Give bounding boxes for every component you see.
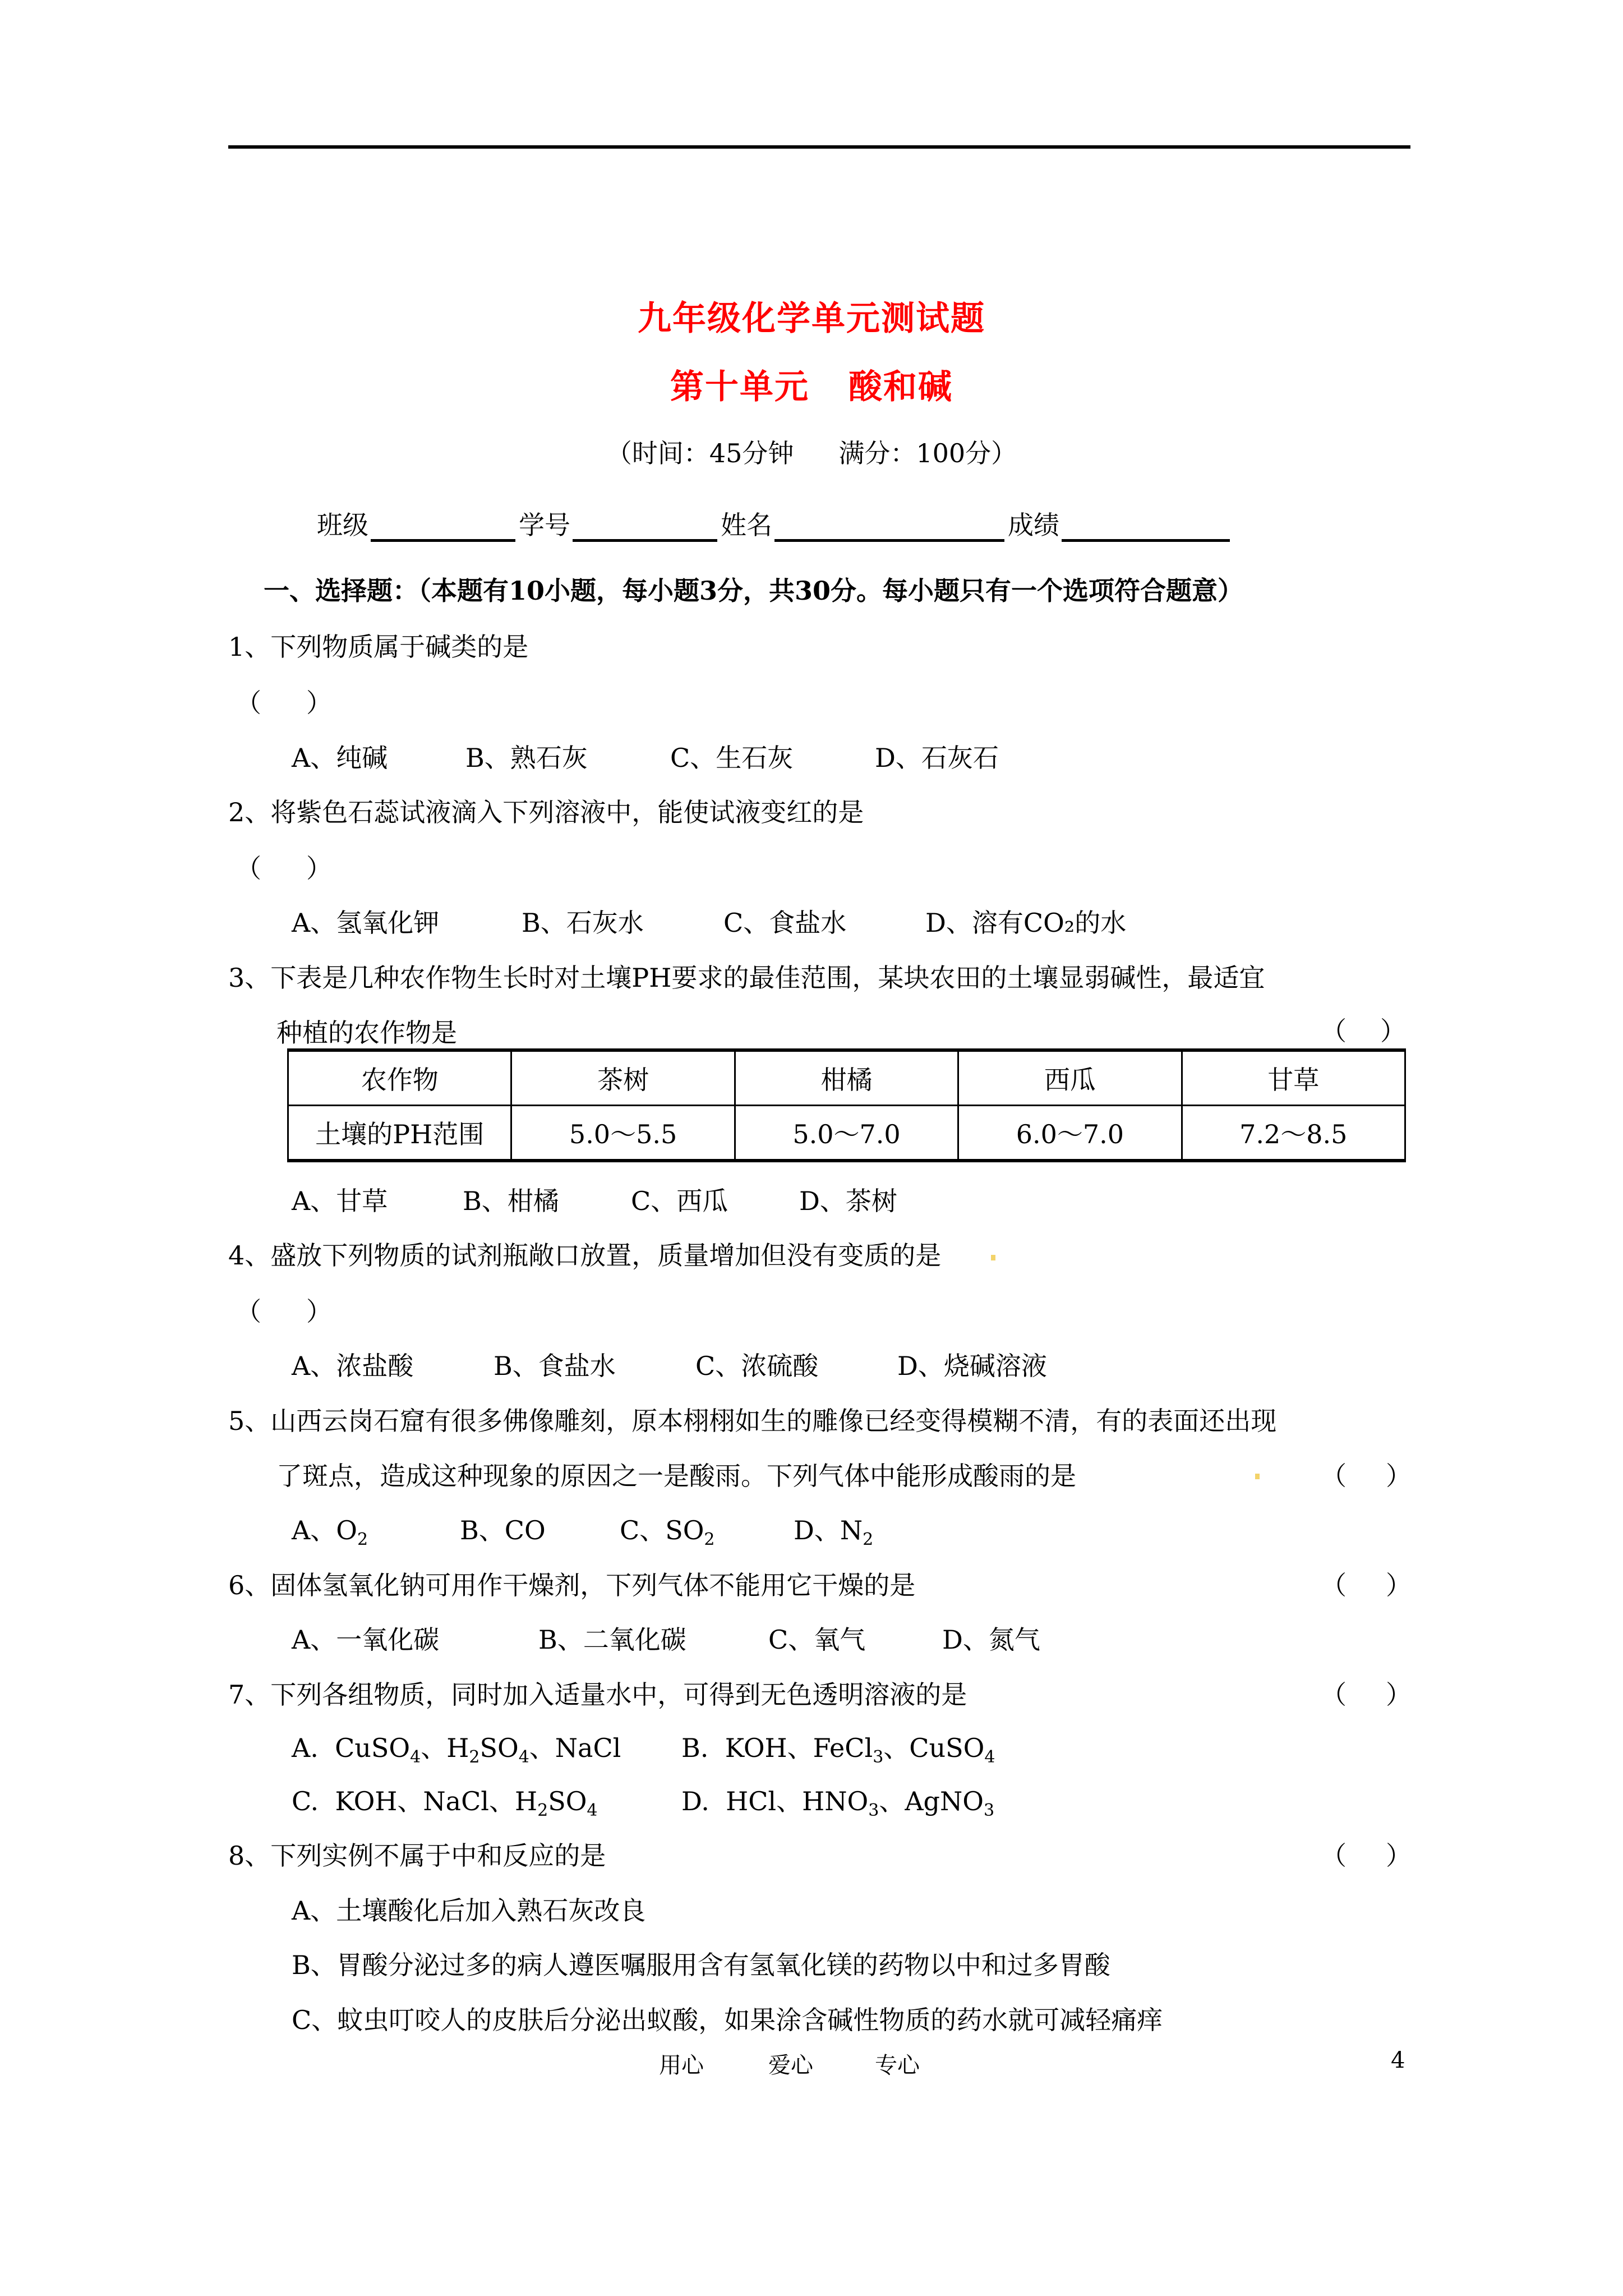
question-1-answer-paren[interactable]	[236, 690, 332, 716]
formula-part: 、AgNO	[879, 1786, 984, 1816]
formula-part: 、H	[421, 1733, 469, 1763]
question-6-options	[292, 1627, 1040, 1653]
question-7-answer-paren[interactable]	[1321, 1682, 1412, 1708]
question-4-stem: 4、盛放下列物质的试剂瓶敞口放置，质量增加但没有变质的是	[228, 1240, 942, 1271]
option-b[interactable]: B、食盐水	[494, 1351, 616, 1381]
formula-part: 、NaCl	[529, 1733, 621, 1763]
subscript: 2	[537, 1801, 548, 1820]
question-7-stem: 7、下列各组物质，同时加入适量水中，可得到无色透明溶液的是	[228, 1680, 967, 1710]
question-1-stem: 1、下列物质属于碱类的是	[228, 632, 529, 662]
option-a[interactable]: A、浓盐酸	[292, 1351, 414, 1381]
student-id-field[interactable]	[573, 513, 717, 542]
option-b[interactable]: B、熟石灰	[465, 743, 588, 773]
page-title: 九年级化学单元测试题	[638, 299, 985, 338]
option-b[interactable]	[681, 1733, 995, 1767]
option-text: A、O	[292, 1515, 357, 1545]
option-c[interactable]	[620, 1515, 794, 1549]
section-heading: 一、选择题：（本题有10小题，每小题3分，共30分。每小题只有一个选项符合题意）	[264, 576, 1244, 606]
option-d[interactable]: D、茶树	[799, 1186, 897, 1216]
subscript: 3	[868, 1801, 879, 1820]
option-a[interactable]	[292, 1515, 460, 1549]
time-label: （时间：45分钟	[606, 438, 794, 468]
full-score-label: 满分：100分）	[838, 438, 1017, 468]
table-row	[288, 1106, 1405, 1161]
subscript: 4	[518, 1747, 529, 1767]
topic-label: 酸和碱	[849, 367, 953, 407]
option-c[interactable]: C、蚊虫叮咬人的皮肤后分泌出蚁酸，如果涂含碱性物质的药水就可减轻痛痒	[292, 2005, 1163, 2035]
question-3-stem-line2: 种植的农作物是	[276, 1018, 457, 1048]
paren-open: （	[236, 1296, 261, 1327]
question-5-answer-paren[interactable]	[1321, 1463, 1412, 1489]
subscript: 4	[410, 1747, 421, 1767]
question-5-stem-line1: 5、山西云岗石窟有很多佛像雕刻，原本栩栩如生的雕像已经变得模糊不清，有的表面还出现	[228, 1406, 1277, 1436]
question-4-options	[292, 1353, 1047, 1379]
paren-close: ）	[306, 1296, 332, 1327]
option-b[interactable]: B、石灰水	[522, 908, 644, 938]
paren-close: ）	[1380, 1016, 1406, 1046]
artifact-dot	[991, 1255, 995, 1260]
formula-part: KOH、NaCl、H	[335, 1786, 538, 1816]
subscript: 2	[357, 1530, 368, 1549]
option-c[interactable]: C、西瓜	[631, 1186, 728, 1216]
table-header-cell: 茶树	[511, 1050, 735, 1106]
question-2-answer-paren[interactable]	[236, 853, 332, 884]
page-subtitle	[0, 360, 1623, 408]
option-a[interactable]: A、土壤酸化后加入熟石灰改良	[292, 1895, 646, 1926]
table-cell: 7.2～8.5	[1182, 1106, 1405, 1161]
footer-motto-3: 专心	[875, 2053, 920, 2078]
option-c[interactable]: C、食盐水	[723, 908, 847, 938]
class-label: 班级	[317, 510, 368, 540]
option-c[interactable]: C、生石灰	[670, 743, 794, 773]
option-a[interactable]: A、一氧化碳	[292, 1625, 440, 1655]
option-a[interactable]	[292, 1733, 681, 1767]
question-8-stem: 8、下列实例不属于中和反应的是	[228, 1841, 606, 1871]
paren-open: （	[1321, 1570, 1347, 1600]
option-b[interactable]: B、二氧化碳	[538, 1625, 686, 1655]
footer-motto-1: 用心	[659, 2053, 704, 2078]
formula-part: SO	[479, 1733, 519, 1763]
table-cell: 5.0～7.0	[735, 1106, 958, 1161]
subscript: 4	[587, 1801, 598, 1820]
artifact-dot	[1255, 1474, 1260, 1479]
table-header-cell: 柑橘	[735, 1050, 958, 1106]
paren-open: （	[1321, 1680, 1347, 1710]
option-c[interactable]: C、氧气	[768, 1625, 866, 1655]
question-5-options	[292, 1515, 874, 1549]
formula-part: 、CuSO	[883, 1733, 985, 1763]
option-letter: B.	[681, 1733, 709, 1763]
question-2-stem: 2、将紫色石蕊试液滴入下列溶液中，能使试液变红的是	[228, 797, 864, 827]
option-a[interactable]: A、氢氧化钾	[292, 908, 440, 938]
exam-meta	[0, 433, 1623, 470]
subscript: 2	[863, 1530, 874, 1549]
ph-range-table	[287, 1048, 1406, 1162]
paren-open: （	[1321, 1841, 1347, 1871]
name-label: 姓名	[721, 510, 772, 540]
option-letter: D.	[681, 1786, 709, 1816]
score-field[interactable]	[1062, 513, 1230, 542]
paren-open: （	[236, 688, 261, 718]
formula-part: CuSO	[335, 1733, 411, 1763]
question-5-stem-line2: 了斑点，造成这种现象的原因之一是酸雨。下列气体中能形成酸雨的是	[276, 1461, 1076, 1491]
option-b[interactable]: B、胃酸分泌过多的病人遵医嘱服用含有氢氧化镁的药物以中和过多胃酸	[292, 1950, 1110, 1980]
option-d[interactable]: D、氮气	[942, 1625, 1040, 1655]
paren-close: ）	[306, 688, 332, 718]
footer-motto-2: 爱心	[768, 2053, 813, 2078]
paren-close: ）	[1386, 1680, 1412, 1710]
option-a[interactable]: A、纯碱	[292, 743, 388, 773]
option-d[interactable]: D、烧碱溶液	[897, 1351, 1047, 1381]
paren-close: ）	[306, 853, 332, 884]
name-field[interactable]	[774, 513, 1004, 542]
table-header-row	[288, 1050, 1405, 1106]
table-cell: 5.0～5.5	[511, 1106, 735, 1161]
question-6-answer-paren[interactable]	[1321, 1572, 1412, 1598]
paren-close: ）	[1386, 1841, 1412, 1871]
option-b[interactable]	[460, 1517, 620, 1543]
question-1-options	[292, 745, 999, 771]
option-text: C、SO	[620, 1515, 704, 1545]
question-4-answer-paren[interactable]	[236, 1296, 332, 1327]
formula-part: HCl、HNO	[726, 1786, 869, 1816]
subscript: 2	[469, 1747, 480, 1767]
paren-open: （	[236, 853, 261, 884]
question-7-option-row-1	[292, 1733, 995, 1767]
subscript: 3	[983, 1801, 995, 1820]
option-letter: C.	[292, 1786, 319, 1816]
paren-close: ）	[1386, 1461, 1412, 1491]
question-3-stem-line1: 3、下表是几种农作物生长时对土壤PH要求的最佳范围，某块农田的土壤显弱碱性，最适宜	[228, 963, 1265, 993]
option-c[interactable]: C、浓硫酸	[695, 1351, 819, 1381]
table-header-cell: 农作物	[288, 1050, 511, 1106]
table-header-cell: 西瓜	[958, 1050, 1182, 1106]
question-7-option-row-2	[292, 1786, 995, 1820]
question-6-stem: 6、固体氢氧化钠可用作干燥剂，下列气体不能用它干燥的是	[228, 1570, 916, 1600]
subscript: 2	[704, 1530, 715, 1549]
option-text: D、N	[794, 1515, 863, 1545]
option-letter: A.	[292, 1733, 319, 1763]
formula-part: KOH、FeCl	[725, 1733, 873, 1763]
formula-part: SO	[548, 1786, 587, 1816]
option-d[interactable]	[794, 1515, 874, 1549]
table-header-cell: 甘草	[1182, 1050, 1405, 1106]
score-label: 成绩	[1008, 510, 1059, 540]
option-d[interactable]	[681, 1786, 995, 1820]
option-d[interactable]: D、石灰石	[875, 743, 999, 773]
option-c[interactable]	[292, 1786, 681, 1820]
paren-open: （	[1321, 1461, 1347, 1491]
class-field[interactable]	[371, 513, 515, 542]
subscript: 4	[984, 1747, 995, 1767]
header-rule	[228, 145, 1410, 149]
option-b[interactable]: B、柑橘	[463, 1186, 559, 1216]
paren-open: （	[1321, 1016, 1347, 1046]
student-id-label: 学号	[519, 510, 570, 540]
table-cell: 土壤的PH范围	[288, 1106, 511, 1161]
subscript: 3	[873, 1747, 884, 1767]
question-3-options	[292, 1188, 897, 1214]
option-a[interactable]: A、甘草	[292, 1186, 388, 1216]
student-info-row	[317, 505, 1233, 542]
question-8-answer-paren[interactable]	[1321, 1843, 1412, 1869]
option-d[interactable]: D、溶有CO₂的水	[925, 908, 1127, 938]
page-number: 4	[1391, 2047, 1405, 2073]
question-2-options	[292, 910, 1126, 936]
table-cell: 6.0～7.0	[958, 1106, 1182, 1161]
question-3-answer-paren[interactable]	[1321, 1018, 1406, 1044]
paren-close: ）	[1386, 1570, 1412, 1600]
option-text: B、CO	[460, 1515, 546, 1545]
unit-label: 第十单元	[670, 367, 809, 407]
